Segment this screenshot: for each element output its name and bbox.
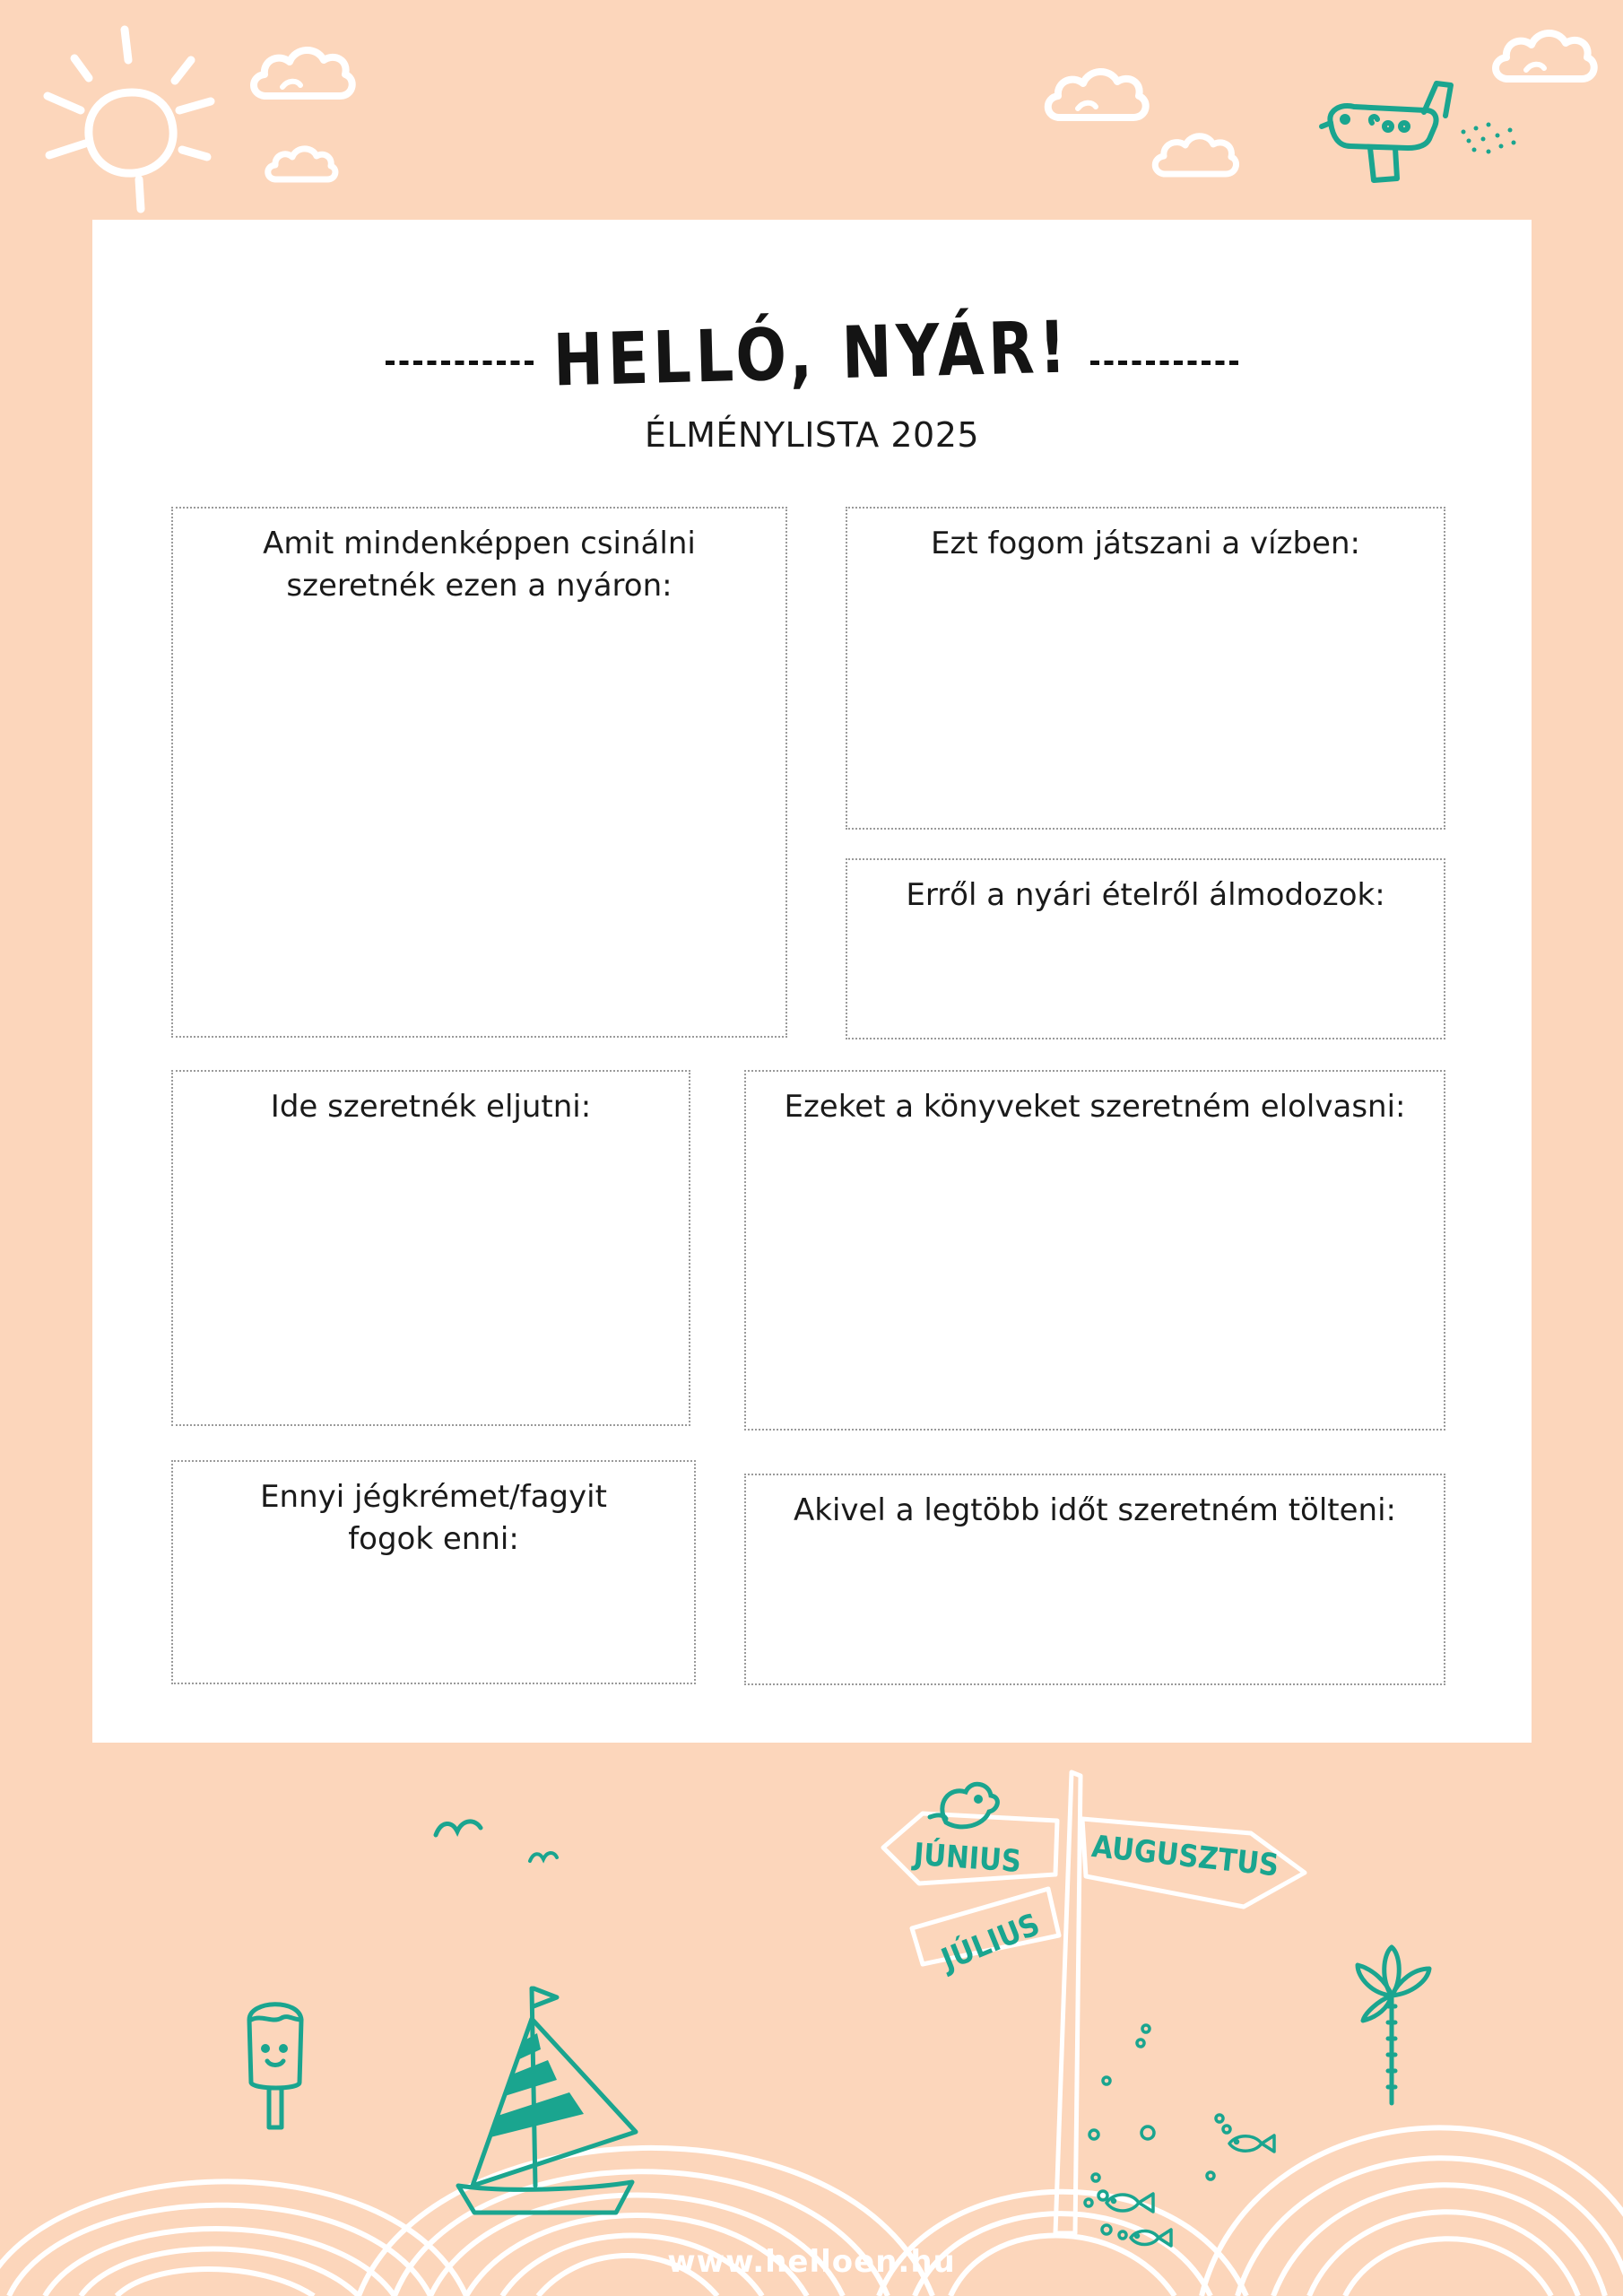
box-water-play[interactable]	[846, 507, 1445, 830]
box-must-do[interactable]	[171, 507, 787, 1038]
popsicle-icon	[240, 1993, 312, 2136]
box-icecream-label: Ennyi jégkrémet/fagyit fogok enni:	[260, 1479, 607, 1557]
box-time-with[interactable]	[744, 1474, 1445, 1685]
fish-icon	[1224, 2130, 1278, 2157]
page-subtitle: ÉLMÉNYLISTA 2025	[644, 415, 980, 455]
box-destination[interactable]	[171, 1070, 690, 1426]
seagull-icon	[527, 1848, 560, 1866]
sign-august: AUGUSZTUS	[1089, 1828, 1280, 1884]
box-summer-food[interactable]	[846, 858, 1445, 1039]
palm-tree-icon	[1345, 1942, 1444, 2108]
box-icecream[interactable]	[171, 1460, 696, 1684]
sign-june: JÚNIUS	[912, 1836, 1023, 1881]
box-summer-food-label: Erről a nyári ételről álmodozok:	[906, 877, 1385, 913]
worksheet-card	[92, 220, 1532, 1743]
box-destination-label: Ide szeretnék eljutni:	[270, 1089, 592, 1125]
airplane-icon	[1318, 76, 1524, 188]
sign-july: JÚLIUS	[936, 1906, 1046, 1979]
title-dashes-right	[1090, 361, 1238, 365]
title-row	[92, 305, 1532, 404]
box-water-play-label: Ezt fogom játszani a vízben:	[931, 526, 1360, 561]
cloud-icon	[247, 40, 359, 108]
box-time-with-label: Akivel a legtöbb időt szeretném tölteni:	[794, 1492, 1396, 1528]
seagull-icon	[432, 1813, 486, 1840]
box-books-label: Ezeket a könyveket szeretném elolvasni:	[784, 1089, 1406, 1125]
footer-url: www.helloen.hu	[667, 2244, 956, 2280]
cloud-icon	[263, 139, 339, 188]
fish-icon	[1101, 2188, 1157, 2217]
sailboat-icon	[453, 1978, 646, 2220]
box-books[interactable]	[744, 1070, 1445, 1431]
cloud-icon	[1042, 58, 1150, 130]
box-must-do-label: Amit mindenképpen csinálni szeretnék ezen a nyáron:	[263, 526, 696, 604]
cloud-icon	[1150, 126, 1239, 184]
page-title: HELLÓ, NYÁR!	[551, 306, 1072, 403]
title-dashes-left	[386, 361, 534, 365]
sun-icon	[31, 22, 233, 220]
